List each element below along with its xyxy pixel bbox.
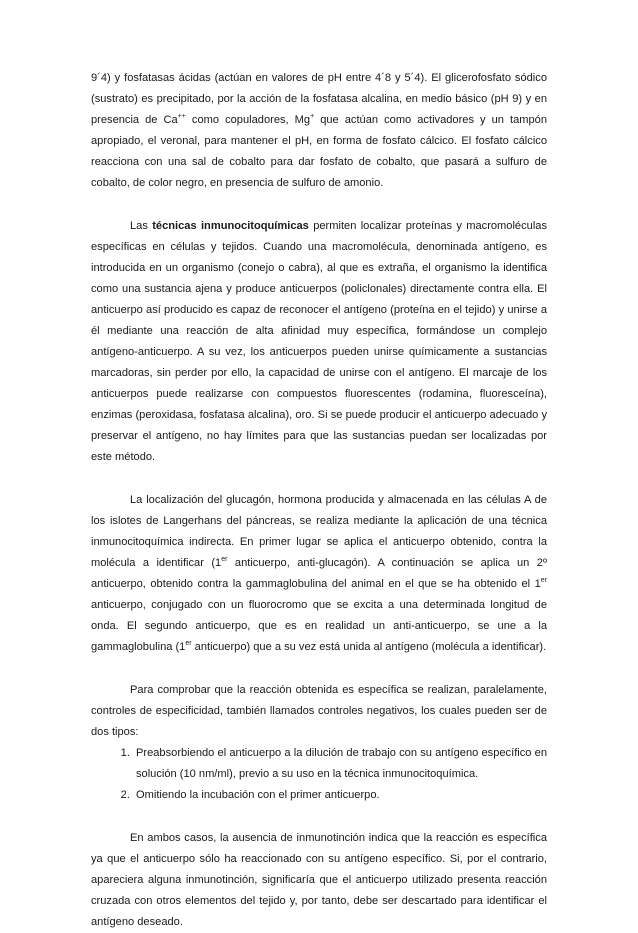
text-run: 9´4) y fosfatasas ácidas (actúan en valores de pH entre 4´8 y 5´4). El glicerofosfato sódico (sustrato) es precipitado, por la acción de la fosfatasa alcalina, en medio básico (pH 9) y en presencia de Ca (91, 72, 547, 126)
paragraph-fosfatasas (91, 68, 547, 194)
superscript-ordinal: er (221, 556, 228, 563)
list-item: 1. Preabsorbiendo el anticuerpo a la dilución de trabajo con su antígeno específico en solución (10 nm/ml), previo a su uso en la técnica inmunocitoquímica. (133, 743, 547, 785)
superscript-calcium-charge: ++ (177, 113, 186, 120)
superscript-ordinal: er (540, 577, 547, 584)
paragraph-conclusion: En ambos casos, la ausencia de inmunotinción indica que la reacción es específica ya que el anticuerpo sólo ha reaccionado con su antígeno específico. Si, por el contrario, apareciera alguna inmunotinción, significaría que el anticuerpo utilizado presenta reacción cruzada con otros elementos del tejido y, por tanto, debe ser descartado para identificar el antígeno deseado. (91, 832, 547, 928)
superscript-magnesium-charge: + (310, 113, 315, 120)
paragraph-glucagon (91, 490, 547, 658)
text-run: anticuerpo, anti-glucagón). A continuación se aplica un 2º anticuerpo, obtenido contra la gammaglobulina del animal en el que se ha obtenido el 1 (91, 557, 547, 590)
text-run: Las (130, 220, 153, 232)
text-run: La localización del glucagón, hormona producida y almacenada en las células A de los islotes de Langerhans del páncreas, se realiza mediante la aplicación de una técnica inmunocitoquímica indirecta. En primer lugar se aplica el anticuerpo obtenido, contra la molécula a identificar (1 (91, 494, 547, 569)
text-run: anticuerpo, conjugado con un fluorocromo que se excita a una determinada longitud de onda. El segundo anticuerpo, que es en realidad un anti-anticuerpo, se une a la gammaglobulina (1 (91, 599, 547, 653)
superscript-ordinal: er (185, 640, 192, 647)
controls-list (91, 743, 547, 806)
bold-term: técnicas inmunocitoquímicas (152, 220, 309, 232)
list-item: 2. Omitiendo la incubación con el primer anticuerpo. (133, 785, 547, 806)
text-run: que actúan como activadores y un tampón apropiado, el veronal, para mantener el pH, en forma de fosfato cálcico. El fosfato cálcico reacciona con una sal de cobalto para dar fosfato de cobalto, que pasará a sulfuro de cobalto, de color negro, en presencia de sulfuro de amonio. (91, 114, 547, 189)
text-run: como copuladores, Mg (185, 114, 311, 126)
paragraph-tecnicas-inmunocitoquimicas (91, 216, 547, 468)
text-run: anticuerpo) que a su vez está unida al antígeno (molécula a identificar). (191, 641, 547, 653)
paragraph-controles: Para comprobar que la reacción obtenida es específica se realizan, paralelamente, controles de especificidad, también llamados controles negativos, los cuales pueden ser de dos tipos: (91, 684, 547, 738)
text-run: permiten localizar proteínas y macromoléculas específicas en células y tejidos. Cuando una macromolécula, denominada antígeno, es introducida en un organismo (conejo o cabra), al que es extraña, el organismo la identifica como una sustancia ajena y produce anticuerpos (policlonales) directamente contra ella. El anticuerpo así producido es capaz de reconocer el antígeno (proteína en el tejido) y unirse a él mediante una reacción de alta afinidad muy específica, formándose un complejo antígeno-anticuerpo. A su vez, los anticuerpos pueden unirse químicamente a sustancias marcadoras, sin perder por ello, la capacidad de unirse con el antígeno. El marcaje de los anticuerpos puede realizarse con compuestos fluorescentes (rodamina, fluoresceína), enzimas (peroxidasa, fosfatasa alcalina), oro. Si se puede producir el anticuerpo adecuado y preservar el antígeno, no hay límites para que las sustancias puedan ser localizadas por este método. (91, 220, 547, 463)
